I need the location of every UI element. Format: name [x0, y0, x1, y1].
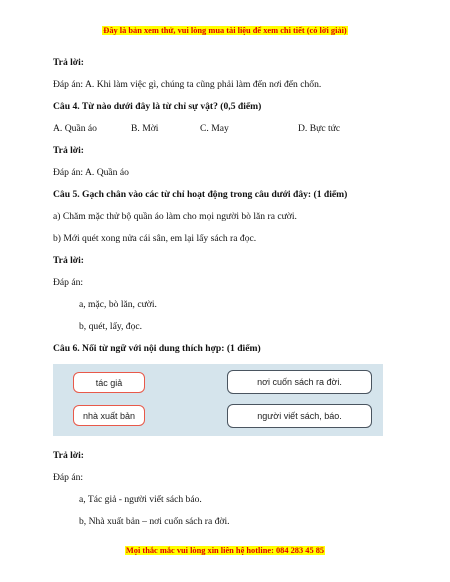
- preview-banner: Đây là bản xem thử, vui lòng mua tài liệu để xem chi tiết (có lời giải): [103, 26, 347, 35]
- q4-option-b: B. Mời: [131, 123, 159, 134]
- q3-answer: Đáp án: A. Khi làm việc gì, chúng ta cũng phải làm đến nơi đến chốn.: [53, 79, 322, 90]
- matching-panel: [53, 364, 383, 436]
- right-item-writer: người viết sách, báo.: [227, 404, 372, 428]
- q4-title: Câu 4. Từ nào dưới đây là từ chỉ sự vật? (0,5 điểm): [53, 101, 262, 112]
- q5-sentence-b: b) Mới quét xong nửa cái sân, em lại lấy sách ra đọc.: [53, 233, 257, 244]
- q6-title: Câu 6. Nối từ ngữ với nội dung thích hợp: (1 điểm): [53, 343, 261, 354]
- answer-label: Trả lời:: [53, 450, 84, 461]
- q6-answer-b: b, Nhà xuất bản – nơi cuốn sách ra đời.: [79, 516, 230, 527]
- right-item-birthplace: nơi cuốn sách ra đời.: [227, 370, 372, 394]
- answer-label: Trả lời:: [53, 145, 84, 156]
- left-item-author: tác giả: [73, 372, 145, 393]
- q4-option-c: C. May: [200, 123, 229, 134]
- q5-answer-intro: Đáp án:: [53, 277, 84, 288]
- answer-label: Trả lời:: [53, 57, 84, 68]
- q4-option-d: D. Bực tức: [298, 123, 341, 134]
- left-item-publisher: nhà xuất bản: [73, 405, 145, 426]
- q5-sentence-a: a) Chăm mặc thử bộ quần áo làm cho mọi người bò lăn ra cười.: [53, 211, 297, 222]
- q4-answer: Đáp án: A. Quần áo: [53, 167, 129, 178]
- q5-answer-a: a, mặc, bò lăn, cười.: [79, 299, 157, 310]
- q4-option-a: A. Quần áo: [53, 123, 97, 134]
- q6-answer-a: a, Tác giả - người viết sách báo.: [79, 494, 202, 505]
- q5-title: Câu 5. Gạch chân vào các từ chỉ hoạt động trong câu dưới đây: (1 điểm): [53, 189, 348, 200]
- hotline-banner: Mọi thắc mắc vui lòng xin liên hệ hotline: 084 283 45 85: [125, 546, 325, 555]
- q5-answer-b: b, quét, lấy, đọc.: [79, 321, 143, 332]
- answer-label: Trả lời:: [53, 255, 84, 266]
- q6-answer-intro: Đáp án:: [53, 472, 84, 483]
